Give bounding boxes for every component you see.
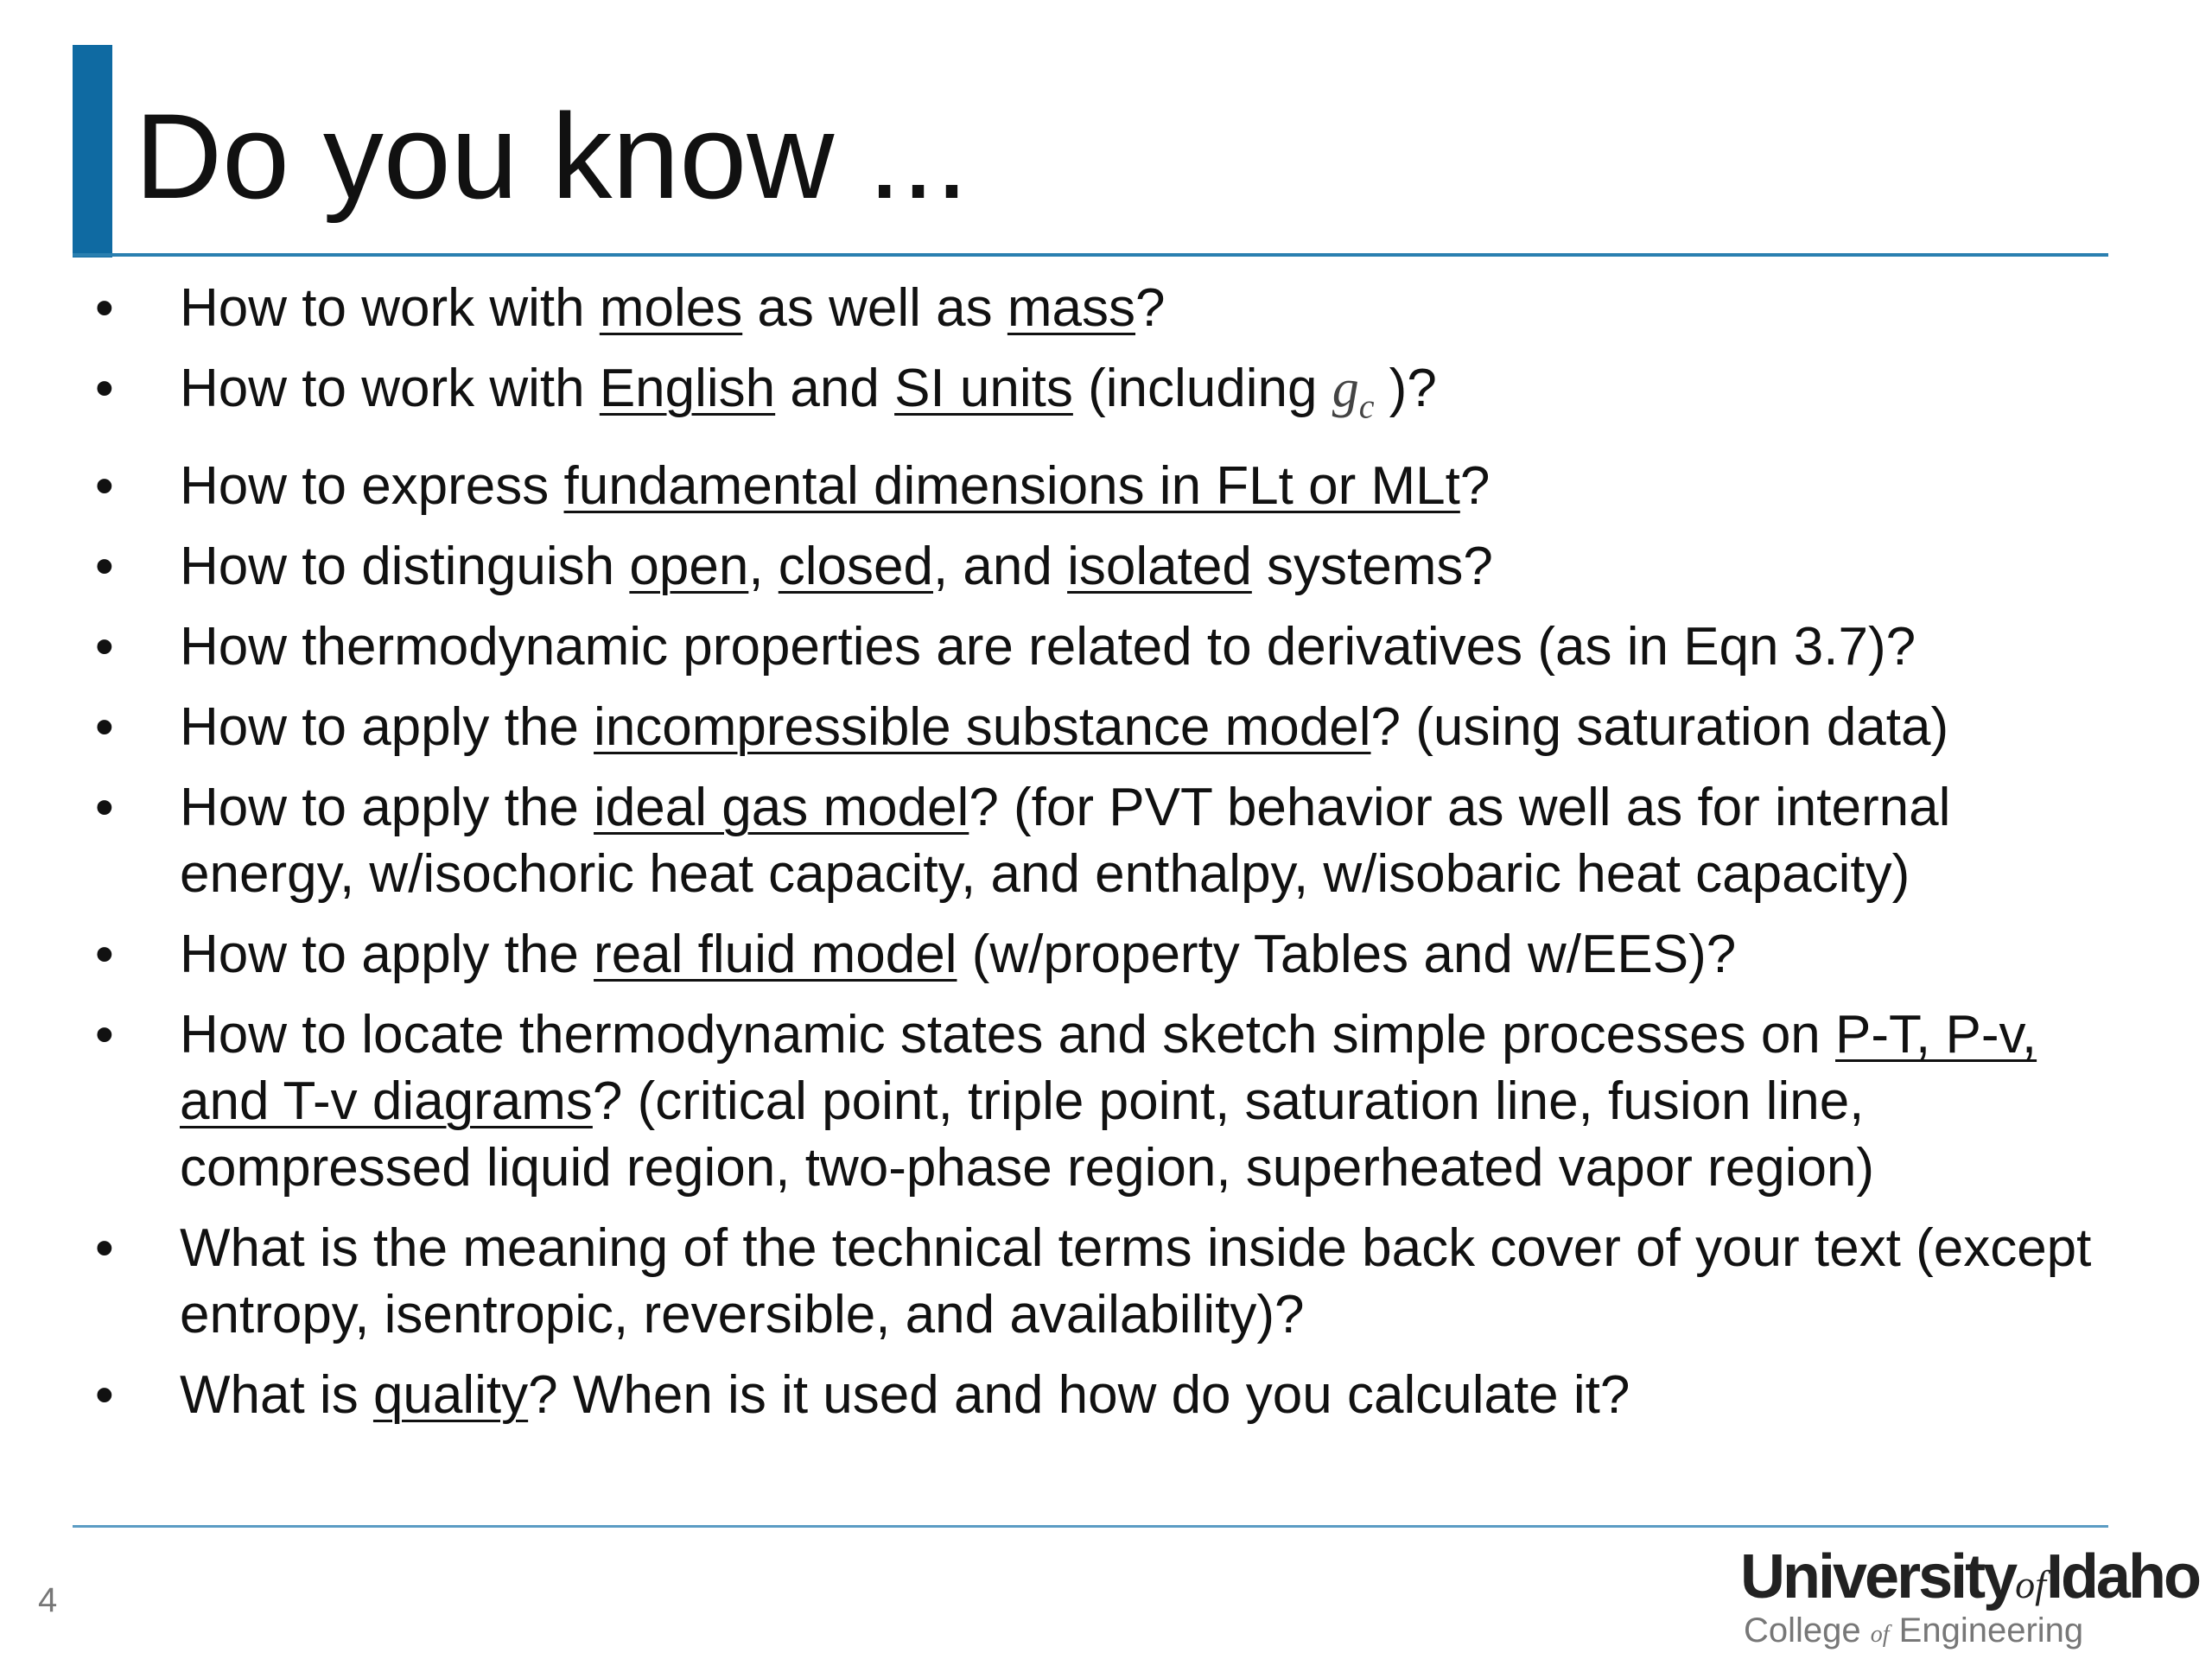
slide-title: Do you know ...	[135, 88, 969, 224]
underlined-term: incompressible substance model	[594, 697, 1371, 758]
underlined-term: SI units	[894, 359, 1073, 418]
bullet-marker: •	[95, 697, 114, 758]
underlined-term: moles	[599, 278, 743, 338]
footer-divider	[73, 1525, 2108, 1528]
bullet-item: • How to apply the real fluid model (w/property Tables and w/EES)?	[83, 921, 2105, 988]
underlined-term: mass	[1007, 278, 1136, 338]
bullet-item: • What is quality? When is it used and how do you calculate it?	[83, 1362, 2105, 1428]
title-divider	[73, 253, 2108, 257]
bullet-marker: •	[95, 1218, 114, 1279]
title-accent-bar	[73, 45, 112, 257]
bullet-item: • How to apply the ideal gas model? (for PVT behavior as well as for internal energy, w/isochoric heat capacity, and enthalpy, w/isobaric heat capacity)	[83, 774, 2105, 907]
university-logo	[1740, 1538, 2199, 1650]
logo-wordmark: UniversityofIdaho	[1740, 1542, 2199, 1611]
page-number: 4	[38, 1581, 58, 1619]
bullet-item: • How to locate thermodynamic states and sketch simple processes on P-T, P-v, and T-v diagrams? (critical point, triple point, saturation line, fusion line, compressed liquid region, two-phase region, superheated vapor region)	[83, 1001, 2105, 1201]
underlined-term: English	[599, 359, 776, 418]
bullet-marker: •	[95, 278, 114, 338]
underlined-term: open	[629, 537, 749, 597]
underlined-term: closed	[778, 537, 933, 597]
bullet-marker: •	[95, 537, 114, 597]
bullet-list	[83, 275, 2105, 1442]
bullet-marker: •	[95, 456, 114, 517]
bullet-marker: •	[95, 1365, 114, 1426]
bullet-marker: •	[95, 1005, 114, 1065]
underlined-term: isolated	[1067, 537, 1252, 597]
bullet-marker: •	[95, 617, 114, 677]
underlined-term: real fluid model	[594, 925, 957, 985]
bullet-marker: •	[95, 925, 114, 985]
bullet-marker: •	[95, 778, 114, 838]
bullet-item: • How to distinguish open, closed, and isolated systems?	[83, 533, 2105, 600]
bullet-item: • How to apply the incompressible substance model? (using saturation data)	[83, 694, 2105, 760]
bullet-item: • How thermodynamic properties are related to derivatives (as in Eqn 3.7)?	[83, 613, 2105, 680]
gc-symbol: $g_c$	[1332, 359, 1375, 426]
logo-subtitle: College of Engineering	[1744, 1611, 2084, 1649]
bullet-item: • How to express fundamental dimensions in FLt or MLt?	[83, 453, 2105, 519]
underlined-term: ideal gas model	[594, 778, 969, 838]
bullet-marker: •	[95, 359, 114, 418]
bullet-item: • How to work with English and SI units (including $g_c$ )?	[83, 355, 2105, 439]
bullet-item: • How to work with moles as well as mass?	[83, 275, 2105, 341]
underlined-term: fundamental dimensions in FLt or MLt	[563, 456, 1460, 517]
underlined-term: quality	[372, 1365, 529, 1426]
bullet-item: • What is the meaning of the technical terms inside back cover of your text (except entropy, isentropic, reversible, and availability)?	[83, 1215, 2105, 1348]
underlined-term: P-T, P-v, and T-v diagrams	[180, 1005, 2037, 1132]
